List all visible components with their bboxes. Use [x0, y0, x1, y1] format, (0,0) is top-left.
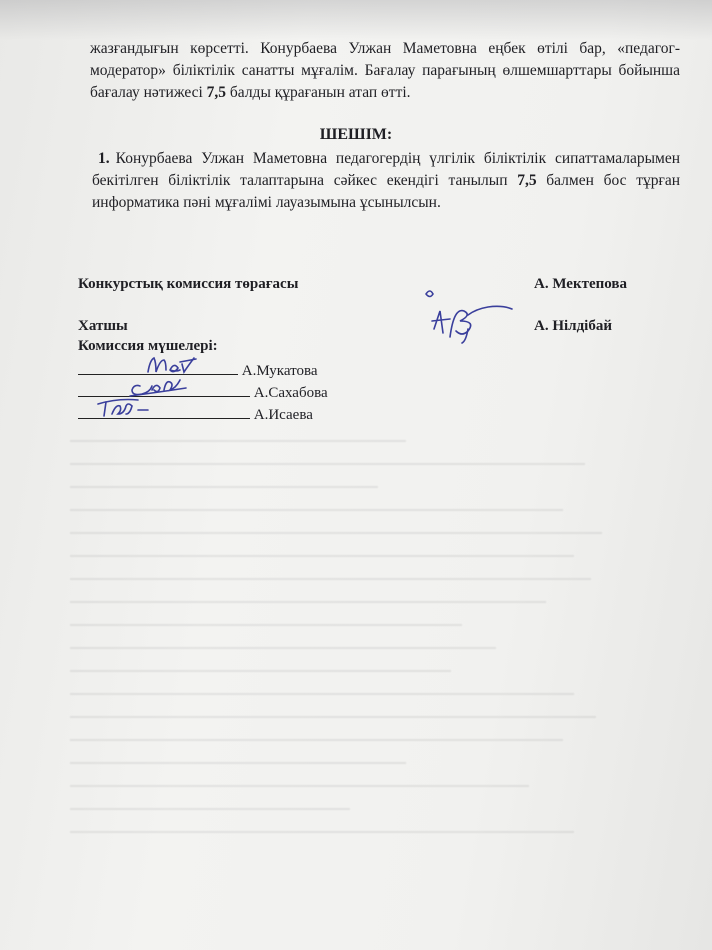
intro-part1: жазғандығын көрсетті.	[90, 40, 261, 57]
secretary-name: А. Нілдібай	[534, 318, 612, 334]
secretary-label: Хатшы	[78, 318, 128, 334]
intro-person: Конурбаева Улжан Маметовна	[260, 40, 477, 57]
intro-part2: еңбек өтілі бар, «педагог-модератор» біліктілік санатты мұғалім. Бағалау парағының өлшемшарттары бойынша бағалау нәтижесі	[90, 40, 680, 101]
decision-title: ШЕШІМ:	[319, 126, 393, 143]
decision-text2: балмен бос тұрған информатика пәні мұғалімі лауазымына ұсынылсын.	[92, 172, 680, 211]
decision-text1: Конурбаева Улжан Маметовна педагогердің үлгілік біліктілік сипаттамаларымен бекітілген біліктілік талаптарына сәйкес екендігі танылып	[92, 150, 680, 189]
chair-label: Конкурстық комиссия төрағасы	[78, 276, 299, 292]
member-signature-3	[92, 394, 187, 424]
member-name: А.Сахабова	[253, 385, 328, 401]
chair-name: А. Мектепова	[534, 276, 627, 292]
page-shadow	[0, 0, 712, 40]
member-name: А.Мукатова	[241, 363, 318, 379]
decision-number: 1.	[98, 150, 110, 167]
members-label: Комиссия мүшелері:	[78, 338, 218, 354]
intro-paragraph	[90, 38, 680, 104]
secretary-signature	[420, 285, 530, 355]
intro-score: 7,5	[206, 84, 227, 101]
decision-score: 7,5	[517, 172, 537, 189]
decision-paragraph	[92, 148, 680, 214]
bleed-through-text	[70, 440, 630, 900]
member-name: А.Исаева	[253, 407, 313, 423]
intro-part3: балды құрағанын атап өтті.	[226, 84, 411, 101]
